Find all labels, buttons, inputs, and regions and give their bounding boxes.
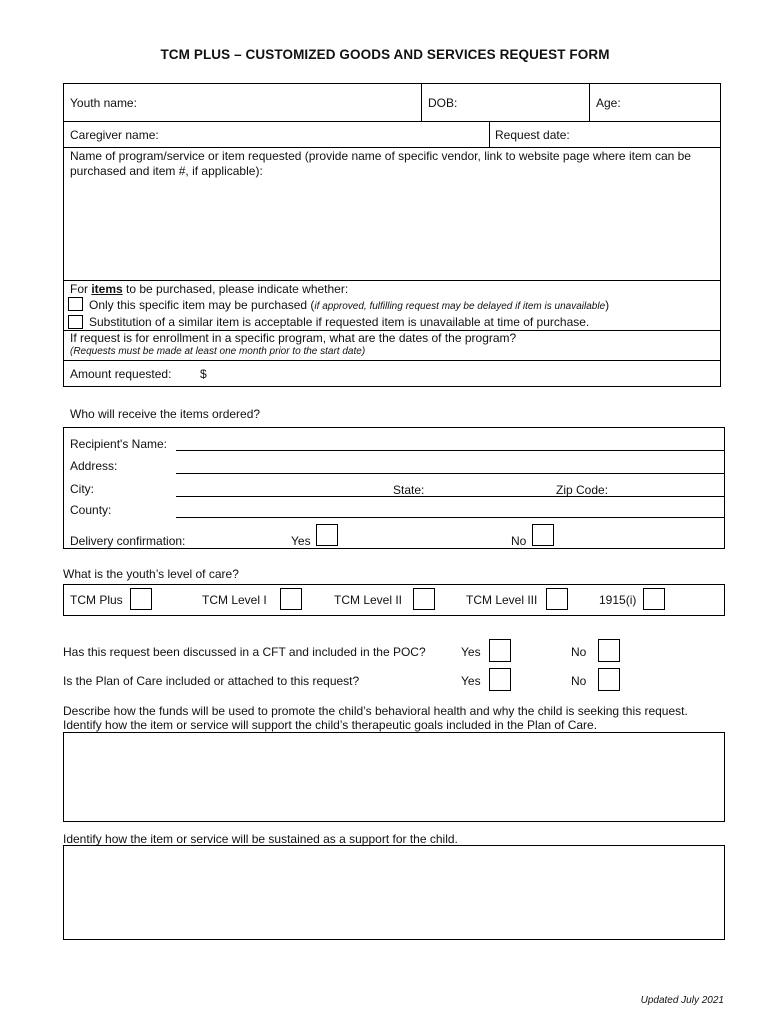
option-specific-label: Only this specific item may be purchased (if approved, fulfilling request may be delayed if item is unavailable) [89,298,610,312]
delivery-no-label: No [511,534,527,548]
county-line[interactable] [176,517,724,518]
cft-yes-label: Yes [461,645,481,659]
tcm-level-3-checkbox[interactable] [546,588,568,610]
tcm-level-2-checkbox[interactable] [413,588,435,610]
delivery-no-checkbox[interactable] [532,524,554,546]
delivery-yes-checkbox[interactable] [316,524,338,546]
poc-no-label: No [571,674,587,688]
enrollment-question: If request is for enrollment in a specific program, what are the dates of the program? [70,331,517,345]
caregiver-name-label: Caregiver name: [70,128,159,142]
poc-yes-label: Yes [461,674,481,688]
address-label: Address: [70,459,118,473]
recipient-name-label: Recipient's Name: [70,437,167,451]
delivery-yes-label: Yes [291,534,311,548]
enrollment-note: (Requests must be made at least one month prior to the start date) [70,346,366,357]
delivery-confirmation-label: Delivery confirmation: [70,534,186,548]
tcm-level-1-checkbox[interactable] [280,588,302,610]
poc-question: Is the Plan of Care included or attached to this request? [63,674,360,688]
describe-funds-textbox[interactable] [63,732,725,822]
describe-line-1: Describe how the funds will be used to promote the child’s behavioral health and why the child is seeking this request. [63,704,688,718]
level-option-1915i: 1915(i) [599,593,637,607]
tcm-plus-checkbox[interactable] [130,588,152,610]
divider [589,83,590,121]
divider [489,121,490,147]
1915i-checkbox[interactable] [643,588,665,610]
level-of-care-question: What is the youth’s level of care? [63,567,239,581]
divider [63,360,721,361]
form-title: TCM PLUS – CUSTOMIZED GOODS AND SERVICES REQUEST FORM [160,47,610,62]
sustain-label: Identify how the item or service will be sustained as a support for the child. [63,832,458,846]
level-option-tcm-plus: TCM Plus [70,593,123,607]
state-label: State: [393,483,425,497]
age-label: Age: [596,96,621,110]
level-option-tcm-level-2: TCM Level II [334,593,403,607]
poc-no-checkbox[interactable] [598,668,620,691]
recipient-name-line[interactable] [176,450,724,451]
sustain-textbox[interactable] [63,845,725,940]
program-item-label: Name of program/service or item requested (provide name of specific vendor, link to website page where item can be purchased and item #, if applicable): [70,149,691,178]
youth-name-label: Youth name: [70,96,137,110]
county-label: County: [70,503,112,517]
divider [63,121,721,122]
updated-date: Updated July 2021 [640,995,724,1006]
zip-code-label: Zip Code: [556,483,609,497]
divider [63,147,721,148]
level-option-tcm-level-3: TCM Level III [466,593,538,607]
divider [421,83,422,121]
dob-label: DOB: [428,96,458,110]
request-date-label: Request date: [495,128,570,142]
specific-item-checkbox[interactable] [68,297,83,311]
level-option-tcm-level-1: TCM Level I [202,593,267,607]
cft-no-checkbox[interactable] [598,639,620,662]
divider [63,280,721,281]
describe-line-2: Identify how the item or service will support the child’s therapeutic goals included in the Plan of Care. [63,718,598,732]
amount-currency: $ [200,367,207,381]
cft-yes-checkbox[interactable] [489,639,511,662]
option-substitution-label: Substitution of a similar item is acceptable if requested item is unavailable at time of purchase. [89,315,590,329]
amount-label: Amount requested: [70,367,172,381]
city-state-zip-line[interactable] [176,496,724,497]
city-label: City: [70,482,94,496]
cft-question: Has this request been discussed in a CFT and included in the POC? [63,645,426,659]
items-intro: For items to be purchased, please indicate whether: [70,282,349,296]
poc-yes-checkbox[interactable] [489,668,511,691]
address-line[interactable] [176,473,724,474]
recipient-question: Who will receive the items ordered? [70,407,261,421]
cft-no-label: No [571,645,587,659]
substitution-checkbox[interactable] [68,315,83,329]
